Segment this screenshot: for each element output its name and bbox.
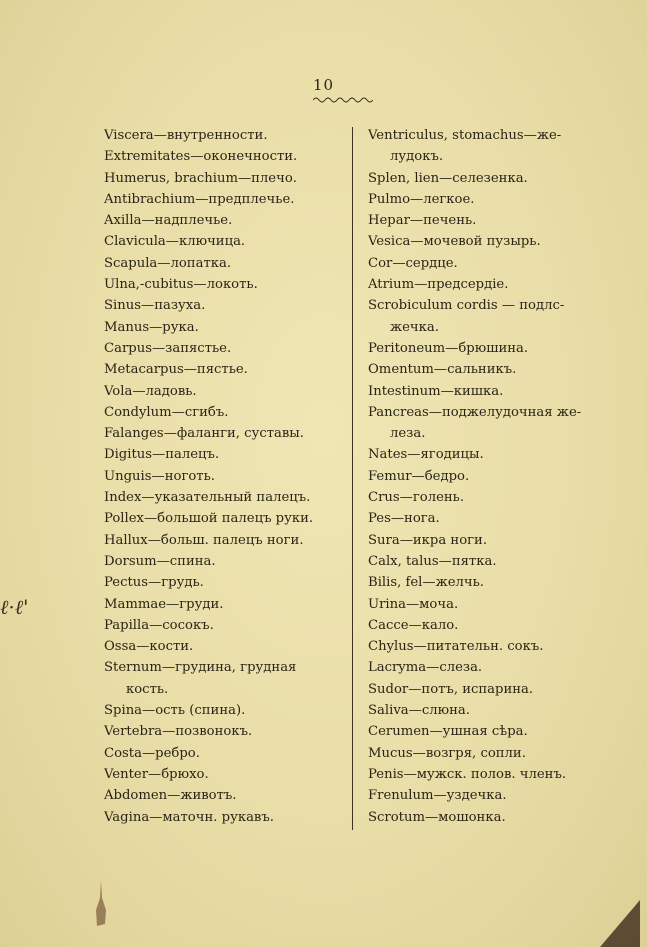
glossary-entry: Calx, talus—пятка. <box>368 553 497 569</box>
glossary-entry: Peritoneum—брюшина. <box>368 340 529 356</box>
glossary-entry: Sudor—потъ, испарина. <box>368 681 534 697</box>
glossary-entry: Axilla—надплечье. <box>104 213 233 229</box>
glossary-entry: Pulmo—легкое. <box>368 191 475 207</box>
glossary-entry: Vagina—маточн. рукавъ. <box>104 809 274 825</box>
glossary-entry: Omentum—сальникъ. <box>368 362 517 378</box>
glossary-entry-continuation: жечка. <box>390 319 439 335</box>
glossary-entry: Intestinum—кишка. <box>368 383 504 399</box>
page-number: 10 <box>312 76 335 94</box>
glossary-entry-line: Ventriculus, stomachus—же- <box>368 128 562 143</box>
ink-stain <box>93 880 109 928</box>
glossary-entry: Falanges—фаланги, суставы. <box>104 426 304 442</box>
glossary-entry: Metacarpus—пястье. <box>104 362 248 378</box>
glossary-entry: Venter—брюхо. <box>104 766 209 782</box>
glossary-entry: Abdomen—животъ. <box>104 788 237 804</box>
glossary-entry: Frenulum—уздечка. <box>368 788 507 804</box>
right-column <box>368 125 634 828</box>
glossary-entry: Femur—бедро. <box>368 468 470 484</box>
glossary-entry-line: Sternum—грудина, грудная <box>104 660 297 676</box>
glossary-entry: Unguis—ноготь. <box>104 468 215 484</box>
left-column <box>104 125 366 828</box>
glossary-entry: Vola—ладовь. <box>104 383 197 399</box>
glossary-entry: Crus—голень. <box>368 490 465 506</box>
glossary-entry-continuation: лудокъ. <box>390 149 444 165</box>
glossary-entry: Mucus—возгря, сопли. <box>368 745 526 761</box>
glossary-entry-wrapped <box>368 402 634 445</box>
glossary-entry: Cor—сердце. <box>368 255 458 271</box>
glossary-entry: Digitus—палецъ. <box>104 447 220 463</box>
glossary-entry: Papilla—сосокъ. <box>104 617 214 633</box>
glossary-entry: Vertebra—позвонокъ. <box>104 724 253 740</box>
glossary-entry: Pes—нога. <box>368 511 440 527</box>
glossary-entry: Carpus—запястье. <box>104 340 232 356</box>
glossary-entry: Bilis, fel—желчь. <box>368 575 484 591</box>
column-divider <box>352 127 353 830</box>
glossary-entry: Atrium—предсердіе. <box>368 277 509 293</box>
glossary-entry: Scapula—лопатка. <box>104 255 232 271</box>
glossary-entry-line: Pancreas—поджелудочная же- <box>368 404 582 420</box>
glossary-entry: Index—указательный палецъ. <box>104 490 311 506</box>
glossary-entry: Splen, lien—селезенка. <box>368 170 528 186</box>
glossary-entry: Vesica—мочевой пузырь. <box>368 234 541 250</box>
margin-mark: ℓ·ℓ' <box>0 595 29 619</box>
glossary-entry: Saliva—слюна. <box>368 703 470 719</box>
glossary-entry: Nates—ягодицы. <box>368 447 484 463</box>
glossary-entry-line: Scrobiculum cordis — подлс- <box>368 298 565 314</box>
glossary-entry: Pollex—большой палецъ руки. <box>104 511 314 527</box>
glossary-entry: Hepar—печень. <box>368 213 477 229</box>
glossary-entry-continuation: леза. <box>390 426 426 442</box>
glossary-entry: Viscera—внутренности. <box>104 128 268 143</box>
glossary-entry: Scrotum—мошонка. <box>368 809 506 825</box>
glossary-entry: Condylum—сгибъ. <box>104 404 229 420</box>
glossary-entry-wrapped <box>104 657 366 700</box>
glossary-entry: Cerumen—ушная сѣра. <box>368 724 528 740</box>
glossary-entry-wrapped <box>368 125 634 168</box>
glossary-entry: Spina—ость (спина). <box>104 703 246 719</box>
glossary-entry: Chylus—питательн. сокъ. <box>368 639 544 655</box>
glossary-entry: Ulna,-cubitus—локоть. <box>104 277 258 293</box>
glossary-entry: Dorsum—спина. <box>104 553 216 569</box>
ornament-rule <box>313 96 373 104</box>
glossary-entry-continuation: кость. <box>126 681 169 697</box>
glossary-entry: Sura—икра ноги. <box>368 532 488 548</box>
glossary-entry: Hallux—больш. палецъ ноги. <box>104 532 304 548</box>
glossary-entry: Manus—рука. <box>104 319 199 335</box>
page-corner-shadow <box>580 900 640 947</box>
glossary-entry: Extremitates—оконечности. <box>104 149 298 165</box>
glossary-entry: Humerus, brachium—плечо. <box>104 170 297 186</box>
glossary-entry: Ossa—кости. <box>104 639 194 655</box>
glossary-entry-wrapped <box>368 295 634 338</box>
glossary-entry: Urina—моча. <box>368 596 459 612</box>
glossary-entry: Costa—ребро. <box>104 745 200 761</box>
glossary-entry: Pectus—грудь. <box>104 575 204 591</box>
glossary-entry: Antibrachium—предплечье. <box>104 191 295 207</box>
glossary-entry: Clavicula—ключица. <box>104 234 246 250</box>
glossary-entry: Cacce—кало. <box>368 617 459 633</box>
glossary-entry: Sinus—пазуха. <box>104 298 206 314</box>
glossary-entry: Mammae—груди. <box>104 596 224 612</box>
glossary-entry: Lacryma—слеза. <box>368 660 483 676</box>
glossary-entry: Penis—мужск. полов. членъ. <box>368 766 567 782</box>
